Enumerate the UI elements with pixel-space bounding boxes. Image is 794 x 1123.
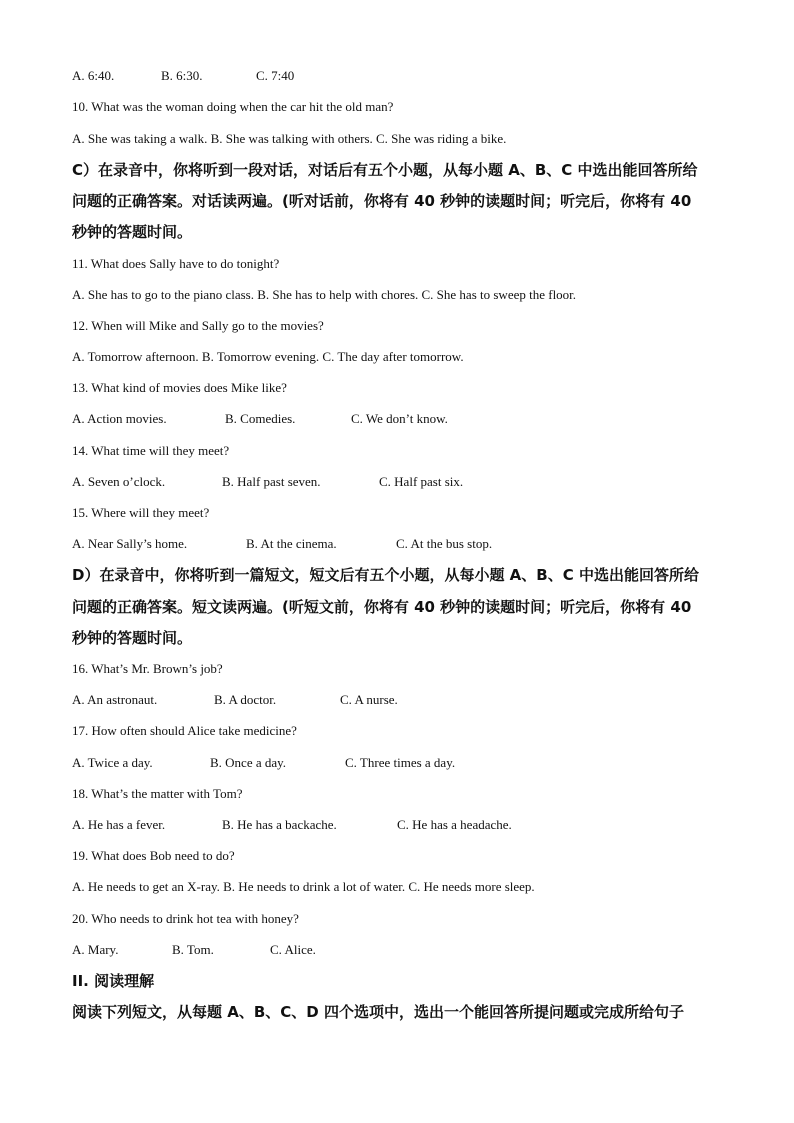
q19-question: 19. What does Bob need to do? — [72, 848, 235, 863]
q20-option-a: A. Mary. — [72, 942, 119, 957]
section-c-instruction-line3: 秒钟的答题时间。 — [72, 223, 193, 241]
q17-option-a: A. Twice a day. — [72, 755, 153, 770]
q11-options: A. She has to go to the piano class. B. She has to help with chores. C. She has to sweep the floor. — [72, 287, 577, 302]
q17-option-b: B. Once a day. — [210, 755, 287, 770]
section-d-instruction-line2: 问题的正确答案。短文读两遍。(听短文前，你将有 40 秒钟的读题时间；听完后，你将有 40 — [72, 598, 692, 616]
q16-question: 16. What’s Mr. Brown’s job? — [72, 661, 223, 676]
q18-option-a: A. He has a fever. — [72, 817, 166, 832]
q20-question: 20. Who needs to drink hot tea with honey? — [72, 911, 299, 926]
q15-option-c: C. At the bus stop. — [396, 536, 493, 551]
part2-title: II. 阅读理解 — [72, 972, 155, 990]
q10-question: 10. What was the woman doing when the car hit the old man? — [72, 99, 394, 114]
q20-option-b: B. Tom. — [172, 942, 214, 957]
q9-option-a: A. 6:40. — [72, 68, 115, 83]
section-c-instruction-line1: C）在录音中，你将听到一段对话，对话后有五个小题，从每小题 A、B、C 中选出能回答所给 — [72, 161, 698, 179]
q14-option-c: C. Half past six. — [379, 474, 464, 489]
section-d-instruction-line1: D）在录音中，你将听到一篇短文，短文后有五个小题，从每小题 A、B、C 中选出能回答所给 — [72, 566, 699, 584]
q12-options: A. Tomorrow afternoon. B. Tomorrow evening. C. The day after tomorrow. — [72, 349, 464, 364]
q13-option-b: B. Comedies. — [225, 411, 296, 426]
q13-option-a: A. Action movies. — [72, 411, 167, 426]
q17-question: 17. How often should Alice take medicine? — [72, 723, 297, 738]
q10-options: A. She was taking a walk. B. She was talking with others. C. She was riding a bike. — [72, 131, 507, 146]
part2-instruction: 阅读下列短文，从每题 A、B、C、D 四个选项中，选出一个能回答所提问题或完成所给句子 — [72, 1003, 684, 1021]
q16-option-a: A. An astronaut. — [72, 692, 158, 707]
q12-question: 12. When will Mike and Sally go to the movies? — [72, 318, 324, 333]
q19-options: A. He needs to get an X-ray. B. He needs to drink a lot of water. C. He needs more sleep. — [72, 879, 535, 894]
q17-option-c: C. Three times a day. — [345, 755, 456, 770]
section-c-instruction-line2: 问题的正确答案。对话读两遍。(听对话前，你将有 40 秒钟的读题时间；听完后，你将有 40 — [72, 192, 692, 210]
q11-question: 11. What does Sally have to do tonight? — [72, 256, 280, 271]
q15-question: 15. Where will they meet? — [72, 505, 210, 520]
q14-question: 14. What time will they meet? — [72, 443, 230, 458]
q18-option-c: C. He has a headache. — [397, 817, 512, 832]
q16-option-c: C. A nurse. — [340, 692, 398, 707]
q18-option-b: B. He has a backache. — [222, 817, 337, 832]
q13-question: 13. What kind of movies does Mike like? — [72, 380, 287, 395]
q18-question: 18. What’s the matter with Tom? — [72, 786, 243, 801]
q14-option-a: A. Seven o’clock. — [72, 474, 166, 489]
q20-option-c: C. Alice. — [270, 942, 316, 957]
q15-option-a: A. Near Sally’s home. — [72, 536, 188, 551]
q13-option-c: C. We don’t know. — [351, 411, 448, 426]
q9-option-b: B. 6:30. — [161, 68, 203, 83]
q9-option-c: C. 7:40 — [256, 68, 295, 83]
q16-option-b: B. A doctor. — [214, 692, 277, 707]
q14-option-b: B. Half past seven. — [222, 474, 321, 489]
q15-option-b: B. At the cinema. — [246, 536, 337, 551]
section-d-instruction-line3: 秒钟的答题时间。 — [72, 629, 193, 647]
